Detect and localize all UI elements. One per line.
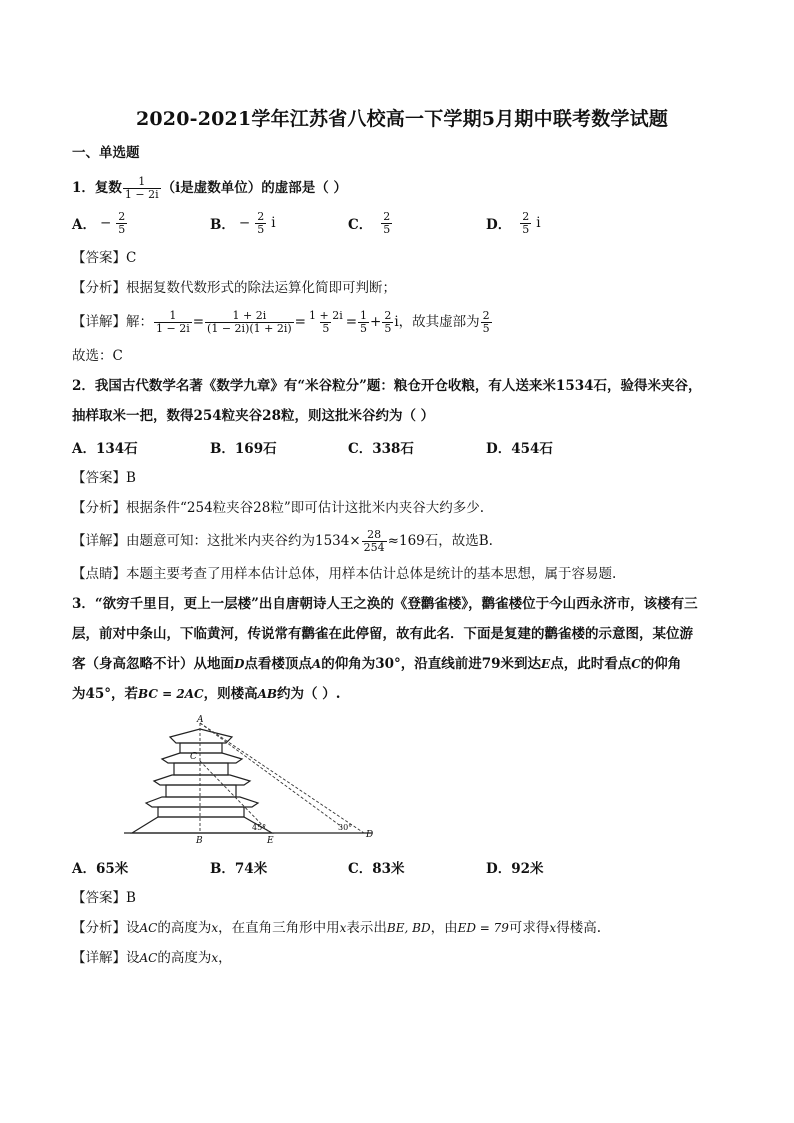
q1-detail-fraction-5 xyxy=(382,310,393,335)
math-symbol: AB xyxy=(257,687,278,701)
q1-stem-prefix: 1．复数 xyxy=(72,180,122,196)
option-label: D． xyxy=(486,217,512,233)
fraction-numerator: 1 xyxy=(169,308,177,322)
q2-detail-prefix: 【详解】由题意可知：这批米内夹谷约为1534× xyxy=(72,533,361,549)
math-symbol: x xyxy=(211,951,219,965)
label-point-d: D xyxy=(366,830,374,840)
option-fraction xyxy=(255,211,266,236)
q3-analysis xyxy=(72,913,732,943)
text-segment: ，则楼高 xyxy=(203,686,258,702)
q1-detail-fraction-6 xyxy=(481,310,492,335)
label-angle-e: 45° xyxy=(252,823,267,832)
q1-detail-fraction-1 xyxy=(154,310,192,335)
fraction-denominator: 5 xyxy=(522,222,530,236)
text-segment: ，在直角三角形中用 xyxy=(218,920,340,936)
option-sign: − xyxy=(99,215,112,231)
q1-option-d[interactable] xyxy=(486,211,624,236)
fraction-denominator: 5 xyxy=(257,222,265,236)
text-segment: 的仰角为30°，沿直线前进79米到达 xyxy=(321,656,542,672)
fraction-numerator: 1 + 2i xyxy=(308,308,343,322)
document-page xyxy=(72,104,732,973)
q1-detail-fraction-2 xyxy=(205,310,294,335)
q2-detail xyxy=(72,523,732,559)
label-point-c: C xyxy=(190,752,197,762)
q1-analysis: 【分析】根据复数代数形式的除法运算化简即可判断； xyxy=(72,280,396,296)
text-segment: 表示出 xyxy=(346,920,387,936)
roof-top xyxy=(170,729,232,743)
option-fraction xyxy=(116,211,127,236)
tower-diagram-svg xyxy=(102,715,402,845)
math-symbol: D xyxy=(234,657,245,671)
text-segment: 点看楼顶点 xyxy=(244,656,312,672)
fraction-denominator: 254 xyxy=(363,540,385,554)
q1-option-b[interactable] xyxy=(210,211,348,236)
fraction-numerator: 2 xyxy=(383,209,391,223)
option-fraction xyxy=(520,211,531,236)
fraction-denominator: 5 xyxy=(482,321,490,335)
q1-stem-suffix: （i是虚数单位）的虚部是（ ） xyxy=(161,180,347,196)
option-label: C． xyxy=(348,217,373,233)
text-segment: 得楼高. xyxy=(556,920,601,936)
question-1-stem xyxy=(72,173,732,203)
q2-options xyxy=(72,431,732,463)
option-suffix: i xyxy=(271,215,276,231)
q2-option-c[interactable]: C．338石 xyxy=(348,441,414,457)
label-point-e: E xyxy=(267,836,274,845)
fraction-numerator: 2 xyxy=(257,209,265,223)
q1-answer: 【答案】C xyxy=(72,250,137,266)
q3-option-d[interactable]: D．92米 xyxy=(486,861,544,877)
option-label: A． xyxy=(72,217,96,233)
fraction-denominator: 5 xyxy=(360,321,368,335)
math-expression: BE, BD xyxy=(386,921,431,935)
roof-2 xyxy=(162,753,242,763)
fraction-denominator: 5 xyxy=(322,321,330,335)
option-sign: − xyxy=(238,215,251,231)
fraction-numerator: 2 xyxy=(482,308,490,322)
text-segment: 【分析】设 xyxy=(72,920,140,936)
text-segment: ， xyxy=(218,950,232,966)
section-heading: 一、单选题 xyxy=(72,145,140,161)
tier-2-body xyxy=(174,763,228,775)
option-fraction xyxy=(381,211,392,236)
q1-options xyxy=(72,203,732,243)
text-segment: 客（身高忽略不计）从地面 xyxy=(72,656,234,672)
text-segment: ，由 xyxy=(430,920,458,936)
q3-options xyxy=(72,851,732,883)
question-3-line-2: 层，前对中条山，下临黄河，传说常有鹳雀在此停留，故有此名．下面是复建的鹳雀楼的示意图，某位游 xyxy=(72,626,693,642)
math-symbol: A xyxy=(311,657,322,671)
text-segment: 约为（ ）. xyxy=(277,686,341,702)
question-3-line-1: 3．“欲穷千里目，更上一层楼”出自唐朝诗人王之涣的《登鹳雀楼》，鹳雀楼位于今山西永济市，该楼有三 xyxy=(72,596,698,612)
math-symbol: x xyxy=(339,921,347,935)
question-2-stem-line-1: 2．我国古代数学名著《数学九章》有“米谷粒分”题：粮仓开仓收粮，有人送来米1534石，验得米夹谷， xyxy=(72,378,702,394)
fraction-numerator: 1 + 2i xyxy=(232,308,267,322)
fraction-denominator: 1 − 2i xyxy=(156,321,190,335)
q2-answer: 【答案】B xyxy=(72,470,136,486)
text-segment: 点，此时看点 xyxy=(550,656,632,672)
text-segment: 的高度为 xyxy=(157,920,212,936)
tower-diagram xyxy=(102,715,732,849)
q1-stem-fraction xyxy=(123,176,161,201)
math-symbol: x xyxy=(211,921,219,935)
q1-detail-suffix: ，故其虚部为 xyxy=(398,314,480,330)
label-point-b: B xyxy=(196,836,203,845)
q3-option-b[interactable]: B．74米 xyxy=(210,861,268,877)
math-symbol: C xyxy=(631,657,641,671)
roof-3 xyxy=(154,775,250,785)
q1-option-a[interactable] xyxy=(72,211,210,236)
fraction-numerator: 2 xyxy=(118,209,126,223)
text-segment: 的高度为 xyxy=(157,950,212,966)
question-3-line-3 xyxy=(72,649,732,679)
label-point-a: A xyxy=(197,715,204,725)
tier-4-body xyxy=(158,807,244,817)
math-symbol: AC xyxy=(139,951,158,965)
option-label: B． xyxy=(210,217,235,233)
q1-detail-fraction-3 xyxy=(307,310,345,335)
q2-detail-fraction xyxy=(362,529,387,554)
fraction-numerator: 2 xyxy=(384,308,392,322)
math-symbol: AC xyxy=(139,921,158,935)
fraction-denominator: 5 xyxy=(118,222,126,236)
q2-option-d[interactable]: D．454石 xyxy=(486,441,553,457)
question-2-stem-line-2: 抽样取米一把，数得254粒夹谷28粒，则这批米谷约为（ ） xyxy=(72,408,435,424)
math-expression: ED = 79 xyxy=(457,921,509,935)
math-expression: BC = 2AC xyxy=(138,687,204,701)
math-symbol: E xyxy=(541,657,551,671)
q1-detail-prefix: 【详解】解： xyxy=(72,314,153,330)
q3-answer: 【答案】B xyxy=(72,890,136,906)
q3-option-c[interactable]: C．83米 xyxy=(348,861,405,877)
label-angle-d: 30° xyxy=(338,823,353,832)
fraction-denominator: 1 − 2i xyxy=(124,187,159,201)
q3-option-a[interactable]: A．65米 xyxy=(72,861,129,877)
q3-detail xyxy=(72,943,732,973)
q2-analysis: 【分析】根据条件“254粒夹谷28粒”即可估计这批米内夹谷大约多少. xyxy=(72,500,485,516)
tier-1-body xyxy=(180,743,222,753)
q2-option-b[interactable]: B．169石 xyxy=(210,441,277,457)
option-suffix: i xyxy=(536,215,541,231)
roof-4 xyxy=(146,797,258,807)
q2-option-a[interactable]: A．134石 xyxy=(72,441,138,457)
math-symbol: x xyxy=(549,921,557,935)
q1-conclusion: 故选：C xyxy=(72,348,123,364)
text-segment: 为45°，若 xyxy=(72,686,139,702)
text-segment: 【详解】设 xyxy=(72,950,140,966)
q1-detail-fraction-4 xyxy=(358,310,369,335)
q1-detail: 【详解】解： $\frac{1}{1 - 2i}$ = $\frac{1 + 2i}{(1 - 2i)(1 + 2i)}$ = $\frac{1 + 2i}{5}$ = $\frac{1}{5}$ + $\frac{2}{5}$ i ，故其虚部为 $\frac{2}{5}$ xyxy=(72,303,732,341)
fraction-numerator: 28 xyxy=(367,527,382,541)
fraction-denominator: (1 − 2i)(1 + 2i) xyxy=(207,321,292,335)
fraction-denominator: 5 xyxy=(383,222,391,236)
fraction-numerator: 1 xyxy=(138,174,146,188)
q2-comment: 【点睛】本题主要考查了用样本估计总体，用样本估计总体是统计的基本思想，属于容易题. xyxy=(72,566,617,582)
fraction-denominator: 5 xyxy=(384,321,392,335)
document-title: 2020-2021学年江苏省八校高一下学期5月期中联考数学试题 xyxy=(135,108,669,130)
text-segment: 的仰角 xyxy=(640,656,682,672)
fraction-numerator: 1 xyxy=(360,308,368,322)
question-3-line-4 xyxy=(72,679,732,709)
text-segment: 可求得 xyxy=(508,920,550,936)
base xyxy=(132,817,272,833)
q2-detail-suffix: ≈169石，故选B. xyxy=(387,533,493,549)
q1-option-c[interactable] xyxy=(348,211,486,236)
fraction-numerator: 2 xyxy=(522,209,530,223)
